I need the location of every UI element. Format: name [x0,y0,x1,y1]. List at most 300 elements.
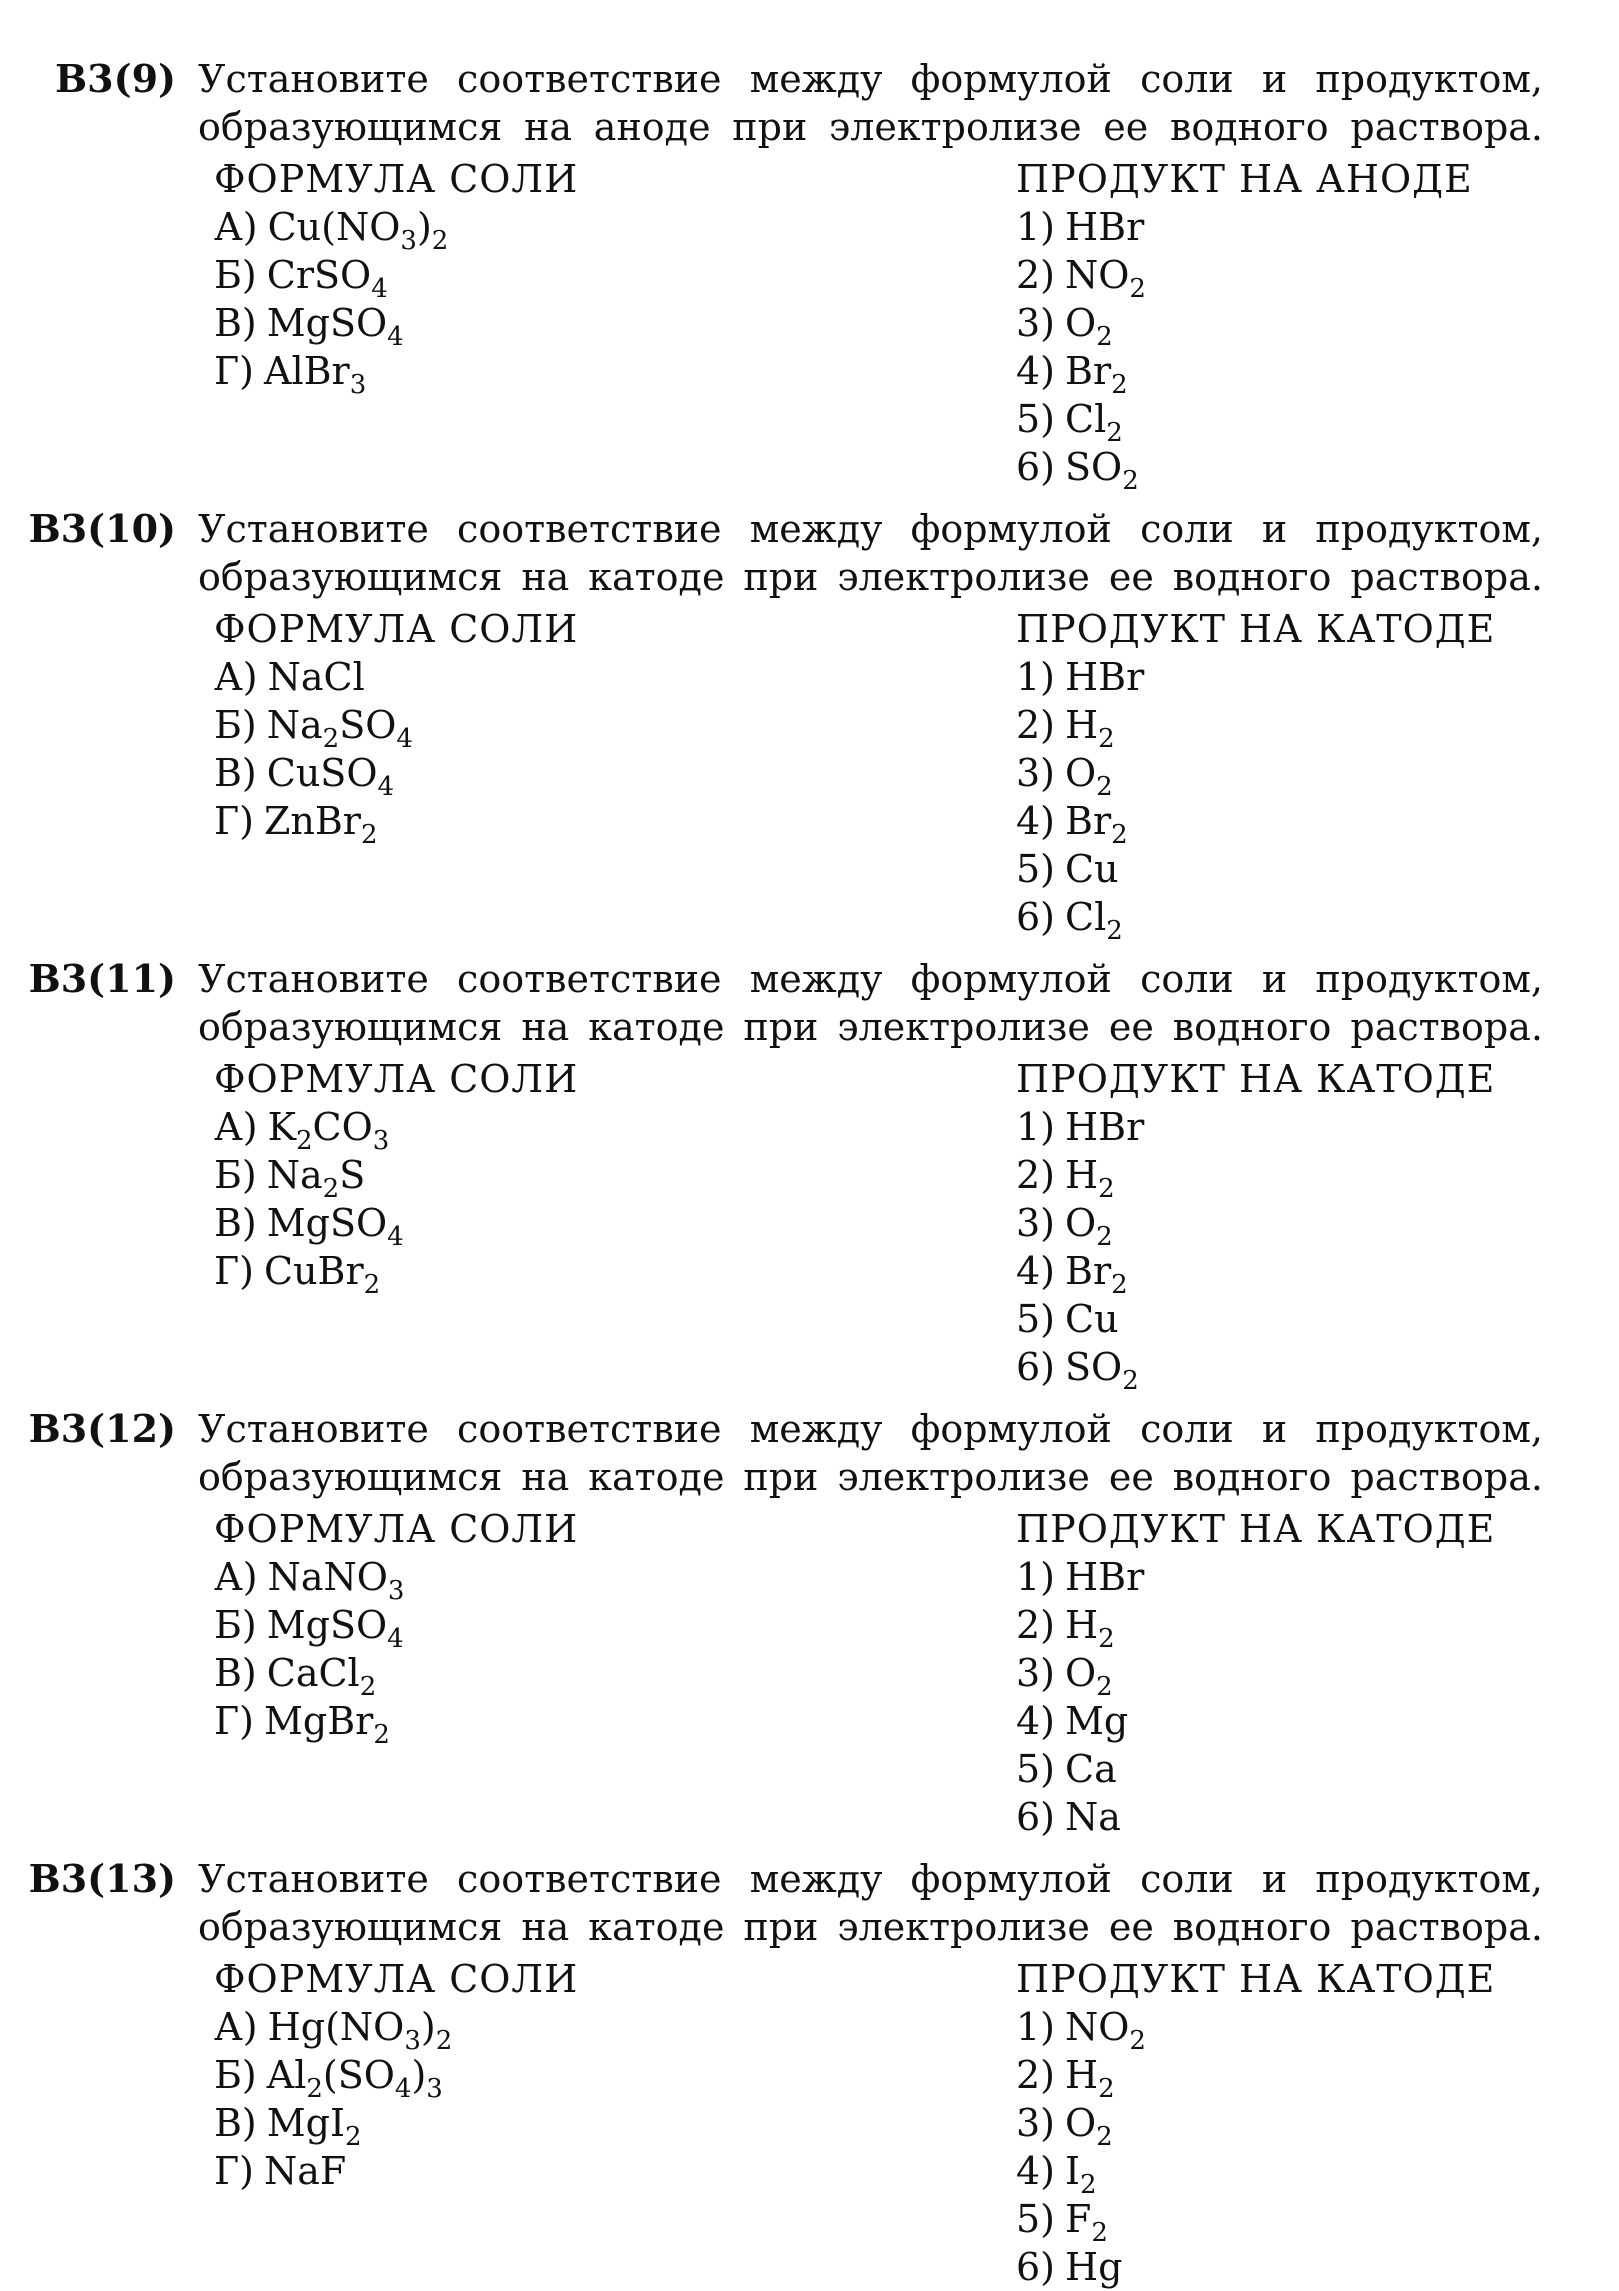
chemical-formula [1065,2053,1115,2104]
salt-formula-list [214,2003,914,2195]
option-label: 6) [1016,1795,1056,1839]
option-label: 1) [1016,1105,1056,1149]
chemical-formula [1065,1345,1139,1396]
chemical-formula [266,1651,377,1702]
problem-statement [198,1855,1543,1951]
salt-formula-column [214,1055,914,1300]
option-item [214,749,914,802]
formula-text: HBr [1065,655,1145,699]
option-label: 5) [1016,847,1056,891]
formula-text: SO [1065,1345,1123,1389]
statement-line: образующимся на аноде при электролизе ее водного раствора. [198,105,1543,149]
chemical-formula [1065,655,1144,699]
formula-subscript: 2 [435,2026,453,2056]
column-header: ПРОДУКТ НА КАТОДЕ [1016,1957,1496,2001]
formula-text: CrSO [266,253,372,297]
chemical-formula [1065,703,1115,754]
formula-text: NaCl [267,655,365,699]
formula-subscript: 3 [349,370,367,400]
product-list [1016,1103,1576,1396]
option-label: А) [214,655,258,699]
formula-subscript: 2 [1096,1222,1113,1252]
option-item [1016,1745,1576,1793]
option-label: 1) [1016,655,1056,699]
option-item [214,797,914,850]
statement-line: Установите соответствие между формулой соли и продуктом, [198,1407,1543,1451]
formula-text: Cl [1065,895,1107,939]
formula-subscript: 2 [360,820,378,850]
formula-text: CuSO [266,751,378,795]
option-item [1016,1295,1576,1343]
option-label: 1) [1016,205,1056,249]
option-item [1016,1151,1576,1204]
option-label: 6) [1016,2245,1056,2289]
chemical-formula [1065,895,1123,946]
formula-subscript: 2 [1098,1624,1115,1654]
statement-line: Установите соответствие между формулой соли и продуктом, [198,57,1543,101]
formula-subscript: 2 [296,1126,313,1156]
statement-line: Установите соответствие между формулой соли и продуктом, [198,957,1543,1001]
formula-subscript: 4 [396,724,413,754]
option-item [1016,701,1576,754]
option-item [1016,395,1576,448]
option-label: 6) [1016,895,1056,939]
option-item [1016,2003,1576,2056]
chemical-formula [1065,1747,1117,1791]
chemical-formula [1065,1105,1144,1149]
formula-text: Cl [1065,397,1107,441]
formula-text: ) [411,2053,427,2097]
column-header: ПРОДУКТ НА КАТОДЕ [1016,1057,1496,1101]
formula-text: ) [420,2005,436,2049]
formula-text: Br [1065,799,1112,843]
problem-number: B3(12) [28,1406,176,1451]
salt-formula-column [214,1955,914,2195]
chemical-formula [1065,2245,1122,2289]
chemical-formula [1065,751,1113,802]
chemical-formula [264,799,378,850]
option-item [214,347,914,400]
chemical-formula [267,1555,405,1606]
formula-text: Al [266,2053,307,2097]
problem-statement [198,55,1543,151]
option-label: 4) [1016,2149,1056,2193]
statement-line: образующимся на катоде при электролизе ее водного раствора. [198,1905,1543,1949]
formula-text: H [1065,1603,1099,1647]
column-header: ФОРМУЛА СОЛИ [214,607,579,651]
formula-text: S [339,1153,366,1197]
salt-formula-column [214,605,914,850]
option-item [1016,1793,1576,1841]
chemical-formula [266,1201,404,1252]
formula-subscript: 2 [1111,820,1128,850]
option-item [1016,749,1576,802]
option-label: 5) [1016,397,1056,441]
option-item [214,1553,914,1606]
formula-text: I [1065,2149,1081,2193]
formula-subscript: 3 [404,2026,421,2056]
option-item [1016,845,1576,893]
salt-formula-list [214,1553,914,1750]
formula-text: H [1065,703,1099,747]
option-item [214,1199,914,1252]
problem-statement [198,955,1543,1051]
chemical-formula [266,751,395,802]
product-column [1016,605,1576,946]
option-label: 4) [1016,1249,1056,1293]
option-label: 4) [1016,799,1056,843]
chemical-formula [264,1699,390,1750]
column-header: ФОРМУЛА СОЛИ [214,1057,579,1101]
option-label: 4) [1016,1699,1056,1743]
chemical-formula [1065,1555,1144,1599]
chemical-formula [266,253,388,304]
salt-formula-column [214,155,914,400]
option-item [214,1649,914,1702]
option-item [214,1601,914,1654]
formula-text: MgSO [266,301,388,345]
chemical-formula [1065,301,1113,352]
column-header: ФОРМУЛА СОЛИ [214,157,579,201]
formula-text: HBr [1065,1105,1145,1149]
formula-subscript: 4 [387,322,404,352]
chemical-formula [1065,1651,1113,1702]
formula-subscript: 3 [400,226,417,256]
product-column [1016,1955,1576,2291]
formula-text: O [1065,2101,1097,2145]
formula-text: Cu(NO [267,205,401,249]
formula-subscript: 3 [372,1126,390,1156]
statement-line: Установите соответствие между формулой соли и продуктом, [198,507,1543,551]
formula-subscript: 4 [387,1222,404,1252]
option-label: А) [214,205,258,249]
option-label: 5) [1016,1297,1056,1341]
formula-text: Mg [1065,1699,1129,1743]
option-label: 6) [1016,445,1056,489]
product-column [1016,1505,1576,1841]
formula-text: F [1065,2197,1092,2241]
formula-text: CaCl [266,1651,360,1695]
formula-subscript: 2 [1122,1366,1139,1396]
formula-subscript: 4 [371,274,388,304]
option-label: 3) [1016,2101,1056,2145]
formula-subscript: 2 [1122,466,1139,496]
column-header: ПРОДУКТ НА АНОДЕ [1016,157,1473,201]
option-label: 1) [1016,1555,1056,1599]
option-label: 2) [1016,2053,1056,2097]
option-label: 2) [1016,703,1056,747]
option-label: Г) [214,799,254,843]
formula-text: MgSO [266,1201,388,1245]
product-column [1016,155,1576,496]
chemical-formula [266,2101,362,2152]
column-header: ПРОДУКТ НА КАТОДЕ [1016,1507,1496,1551]
chemical-formula [1065,2101,1113,2152]
chemical-formula [266,1603,404,1654]
chemical-formula [267,1105,390,1156]
formula-text: NO [1065,2005,1130,2049]
formula-text: HBr [1065,205,1145,249]
problem-number: B3(10) [28,506,176,551]
formula-text: NaF [264,2149,347,2193]
formula-subscript: 3 [426,2074,443,2104]
chemical-formula [1065,445,1139,496]
product-list [1016,2003,1576,2291]
formula-text: SO [339,703,397,747]
chemical-formula [1065,1201,1113,1252]
chemical-formula [1065,1249,1128,1300]
option-item [1016,203,1576,251]
formula-text: HBr [1065,1555,1145,1599]
option-label: 3) [1016,301,1056,345]
option-item [1016,893,1576,946]
formula-subscript: 2 [1096,2122,1113,2152]
option-label: 1) [1016,2005,1056,2049]
chemical-formula [264,349,367,400]
product-list [1016,1553,1576,1841]
chemical-formula [264,1249,381,1300]
option-label: А) [214,2005,258,2049]
option-item [1016,299,1576,352]
option-item [214,1151,914,1204]
formula-text: AlBr [264,349,350,393]
option-label: 6) [1016,1345,1056,1389]
option-item [1016,1199,1576,1252]
option-label: В) [214,751,257,795]
statement-line: Установите соответствие между формулой соли и продуктом, [198,1857,1543,1901]
salt-formula-list [214,203,914,400]
option-item [214,2051,914,2104]
formula-text: CuBr [264,1249,364,1293]
chemical-formula [267,2005,453,2056]
option-item [1016,1649,1576,1702]
option-label: 3) [1016,1201,1056,1245]
option-label: 2) [1016,253,1056,297]
column-header: ПРОДУКТ НА КАТОДЕ [1016,607,1496,651]
chemical-formula [1065,2149,1097,2200]
option-label: Б) [214,1603,257,1647]
chemical-formula [1065,1699,1128,1743]
formula-subscript: 2 [1111,1270,1128,1300]
chemical-formula [1065,1603,1115,1654]
option-label: 2) [1016,1603,1056,1647]
chemical-formula [267,205,449,256]
option-item [1016,1343,1576,1396]
statement-line: образующимся на катоде при электролизе ее водного раствора. [198,555,1543,599]
formula-subscript: 4 [394,2074,412,2104]
option-item [1016,2147,1576,2200]
chemical-formula [268,655,365,699]
option-item [214,653,914,701]
option-item [1016,1247,1576,1300]
option-label: Б) [214,2053,257,2097]
formula-text: O [1065,751,1097,795]
option-item [1016,251,1576,304]
option-label: 3) [1016,1651,1056,1695]
option-item [214,299,914,352]
formula-subscript: 2 [1098,2074,1115,2104]
option-label: Г) [214,349,254,393]
formula-subscript: 2 [1091,2218,1108,2248]
formula-text: Ca [1065,1747,1117,1791]
formula-text: Cu [1065,1297,1119,1341]
option-item [1016,1103,1576,1151]
chemical-formula [1065,1795,1121,1839]
chemical-formula [1065,349,1128,400]
formula-subscript: 2 [363,1270,381,1300]
option-item [214,701,914,754]
option-item [1016,1553,1576,1601]
formula-text: MgI [266,2101,345,2145]
formula-text: Hg [1065,2245,1123,2289]
statement-line: образующимся на катоде при электролизе ее водного раствора. [198,1455,1543,1499]
formula-text: K [267,1105,296,1149]
option-item [1016,2099,1576,2152]
formula-text: O [1065,1201,1097,1245]
formula-subscript: 2 [1129,274,1146,304]
formula-subscript: 2 [1096,1672,1113,1702]
option-item [1016,653,1576,701]
option-label: Б) [214,703,257,747]
option-label: 5) [1016,2197,1056,2241]
option-item [214,2147,914,2195]
option-label: А) [214,1105,258,1149]
formula-text: Br [1065,349,1112,393]
option-item [1016,1601,1576,1654]
chemical-formula [266,1153,366,1204]
formula-subscript: 2 [1098,1174,1115,1204]
option-item [1016,347,1576,400]
option-item [214,1697,914,1750]
formula-text: Cu [1065,847,1119,891]
problem-number: B3(11) [28,956,176,1001]
chemical-formula [1065,205,1144,249]
formula-text: NO [1065,253,1130,297]
chemical-formula [266,703,413,754]
option-item [1016,1697,1576,1745]
formula-subscript: 2 [322,724,340,754]
option-item [1016,2195,1576,2248]
formula-text: CO [312,1105,373,1149]
formula-subscript: 2 [431,226,449,256]
formula-text: Hg(NO [267,2005,405,2049]
formula-subscript: 2 [373,1720,390,1750]
option-label: Б) [214,253,257,297]
formula-text: SO [1065,445,1123,489]
option-item [214,251,914,304]
formula-subscript: 2 [1096,772,1113,802]
option-item [214,203,914,256]
formula-subscript: 3 [387,1576,405,1606]
option-item [1016,443,1576,496]
formula-subscript: 2 [306,2074,323,2104]
product-list [1016,203,1576,496]
formula-subscript: 2 [1098,724,1115,754]
formula-text: H [1065,2053,1099,2097]
formula-text: NaNO [267,1555,388,1599]
salt-formula-column [214,1505,914,1750]
chemical-formula [1065,397,1123,448]
option-label: Б) [214,1153,257,1197]
chemical-formula [1065,253,1146,304]
formula-text: Na [1065,1795,1121,1839]
statement-line: образующимся на катоде при электролизе ее водного раствора. [198,1005,1543,1049]
formula-subscript: 2 [359,1672,377,1702]
formula-subscript: 2 [1106,916,1123,946]
option-label: В) [214,2101,257,2145]
formula-subscript: 2 [1096,322,1113,352]
formula-subscript: 2 [322,1174,340,1204]
formula-text: O [1065,301,1097,345]
salt-formula-list [214,653,914,850]
option-label: 3) [1016,751,1056,795]
option-item [1016,2051,1576,2104]
problem-number: B3(13) [28,1856,176,1901]
chemical-formula [1065,799,1128,850]
chemical-formula [1065,2197,1108,2248]
option-item [214,1247,914,1300]
option-item [1016,2243,1576,2291]
chemical-formula [1065,1153,1115,1204]
option-label: 4) [1016,349,1056,393]
option-item [214,2099,914,2152]
formula-text: O [1065,1651,1097,1695]
product-list [1016,653,1576,946]
formula-text: H [1065,1153,1099,1197]
option-label: Г) [214,2149,254,2193]
option-label: 2) [1016,1153,1056,1197]
salt-formula-list [214,1103,914,1300]
formula-text: ) [416,205,432,249]
formula-subscript: 4 [387,1624,404,1654]
formula-text: Na [266,1153,323,1197]
chemical-formula [1065,1297,1119,1341]
option-label: А) [214,1555,258,1599]
column-header: ФОРМУЛА СОЛИ [214,1957,579,2001]
chemical-formula [1065,847,1119,891]
problem-statement [198,1405,1543,1501]
option-item [1016,797,1576,850]
column-header: ФОРМУЛА СОЛИ [214,1507,579,1551]
option-label: В) [214,1651,257,1695]
chemical-formula [266,301,404,352]
formula-text: MgSO [266,1603,388,1647]
option-item [214,2003,914,2056]
problem-statement [198,505,1543,601]
formula-subscript: 2 [1129,2026,1146,2056]
chemical-formula [264,2149,346,2193]
formula-text: ZnBr [264,799,361,843]
formula-subscript: 2 [1106,418,1123,448]
option-label: Г) [214,1699,254,1743]
chemical-formula [266,2053,443,2104]
formula-text: (SO [322,2053,395,2097]
option-label: 5) [1016,1747,1056,1791]
formula-subscript: 2 [1111,370,1128,400]
problem-number: B3(9) [55,56,176,101]
formula-subscript: 2 [1080,2170,1097,2200]
formula-text: MgBr [264,1699,374,1743]
formula-text: Na [266,703,323,747]
formula-subscript: 2 [345,2122,362,2152]
option-label: Г) [214,1249,254,1293]
chemical-formula [1065,2005,1146,2056]
option-item [214,1103,914,1156]
product-column [1016,1055,1576,1396]
formula-subscript: 4 [377,772,395,802]
option-label: В) [214,1201,257,1245]
formula-text: Br [1065,1249,1112,1293]
